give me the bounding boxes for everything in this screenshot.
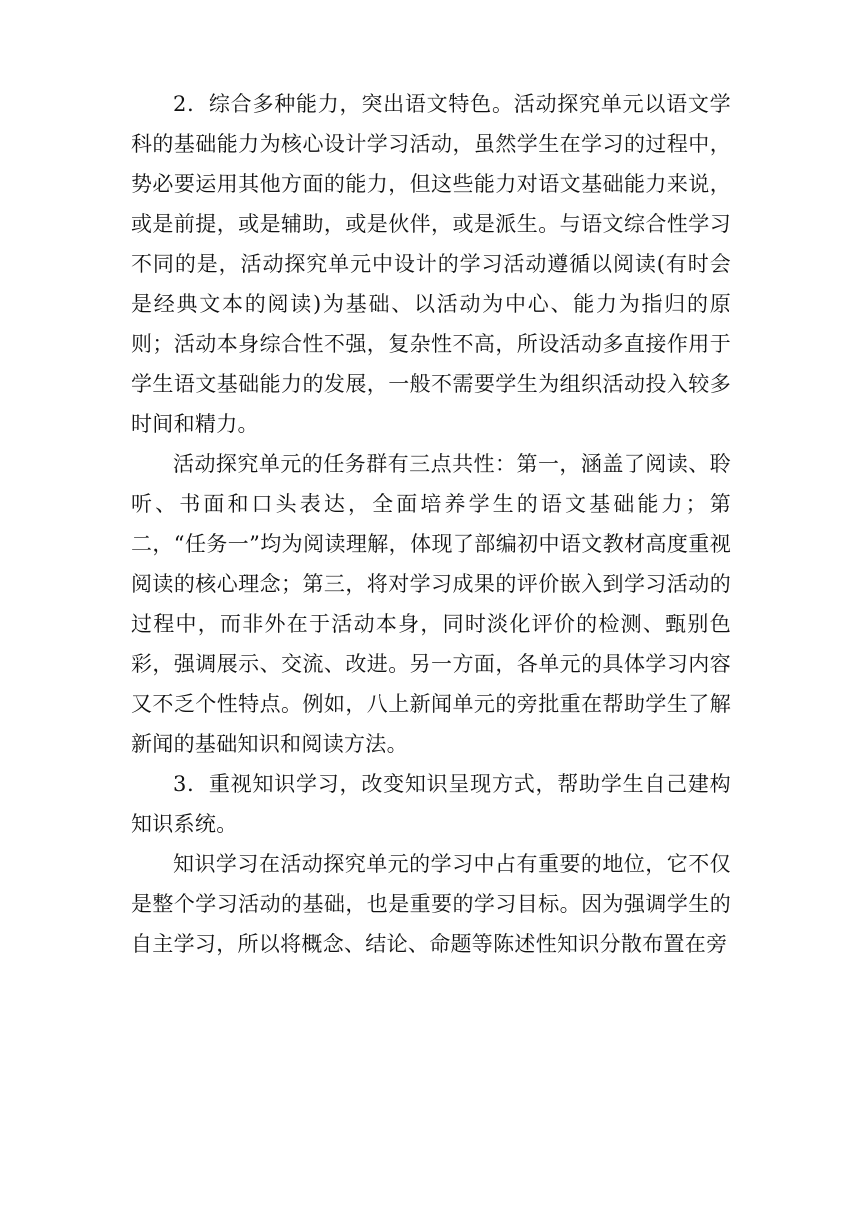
paragraph-3: 3．重视知识学习，改变知识呈现方式，帮助学生自己建构知识系统。 xyxy=(131,772,731,836)
document-body xyxy=(131,84,731,964)
paragraph-2: 活动探究单元的任务群有三点共性：第一，涵盖了阅读、聆听、书面和口头表达，全面培养学生的语文基础能力；第二，“任务一”均为阅读理解，体现了部编初中语文教材高度重视阅读的核心理念；第三，将对学习成果的评价嵌入到学习活动的过程中，而非外在于活动本身，同时淡化评价的检测、甄别色彩，强调展示、交流、改进。另一方面，各单元的具体学习内容又不乏个性特点。例如，八上新闻单元的旁批重在帮助学生了解新闻的基础知识和阅读方法。 xyxy=(131,452,731,756)
paragraph-1: 2．综合多种能力，突出语文特色。活动探究单元以语文学科的基础能力为核心设计学习活动，虽然学生在学习的过程中，势必要运用其他方面的能力，但这些能力对语文基础能力来说，或是前提，或是辅助，或是伙伴，或是派生。与语文综合性学习不同的是，活动探究单元中设计的学习活动遵循以阅读(有时会是经典文本的阅读)为基础、以活动为中心、能力为指归的原则；活动本身综合性不强，复杂性不高，所设活动多直接作用于学生语文基础能力的发展，一般不需要学生为组织活动投入较多时间和精力。 xyxy=(131,92,731,436)
paragraph-4: 知识学习在活动探究单元的学习中占有重要的地位，它不仅是整个学习活动的基础，也是重要的学习目标。因为强调学生的自主学习，所以将概念、结论、命题等陈述性知识分散布置在旁 xyxy=(131,852,731,956)
